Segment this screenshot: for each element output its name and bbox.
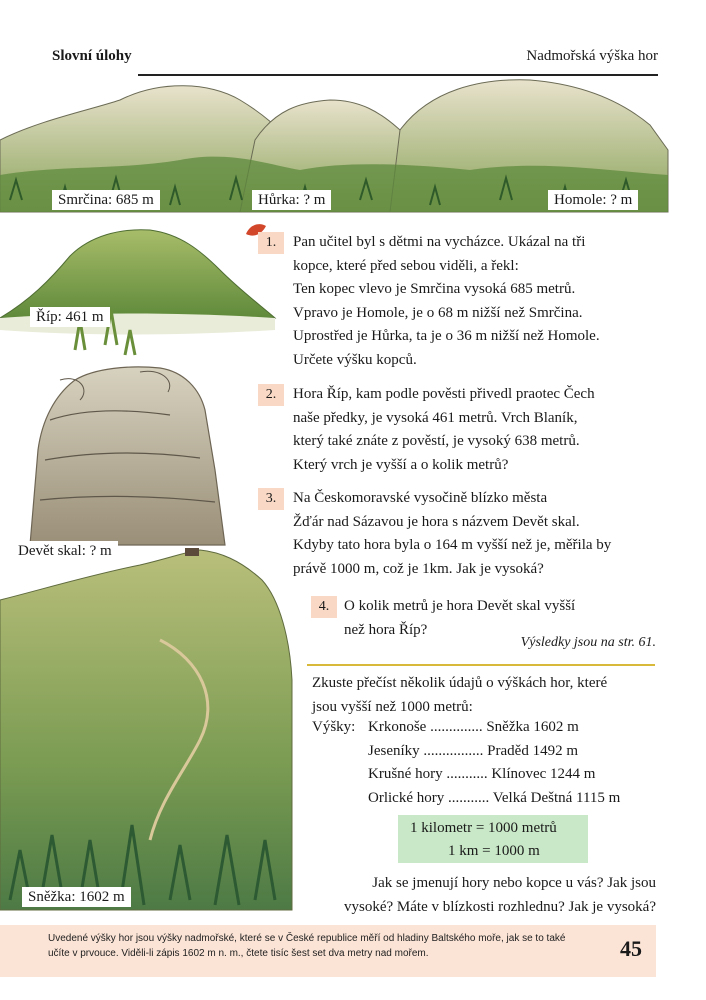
task-line: Hora Říp, kam podle pověsti přivedl praotec Čech — [293, 386, 595, 402]
height-row — [368, 787, 620, 811]
leader-dots: ........... — [447, 789, 490, 806]
range-name: Orlické hory — [368, 789, 445, 806]
task-line: Kdyby tato hora byla o 164 m vyšší než je, měřila by — [293, 537, 612, 553]
label-smrcina: Smrčina: 685 m — [52, 190, 160, 210]
range-name: Krušné hory — [368, 766, 443, 782]
task-number: 3. — [258, 488, 284, 510]
conversion-line: 1 kilometr = 1000 metrů — [410, 820, 557, 836]
task-text — [293, 487, 611, 581]
height-row — [368, 763, 595, 787]
task-line: Určete výšku kopců. — [293, 351, 417, 368]
heights-label: Výšky: — [312, 719, 356, 735]
task-line: který také znáte z pověstí, je vysoký 638 metrů. — [293, 433, 580, 449]
leader-dots: ........... — [446, 766, 488, 782]
task-number: 1. — [258, 232, 284, 254]
range-name: Krkonoše — [368, 719, 427, 735]
task-line: než hora Říp? — [344, 621, 428, 638]
leader-dots: .............. — [430, 719, 483, 735]
page-number: 45 — [620, 936, 642, 961]
task-line: Ten kopec vlevo je Smrčina vysoká 685 metrů. — [293, 281, 576, 297]
height-row — [368, 716, 579, 740]
task-line: Který vrch je vyšší a o kolik metrů? — [293, 456, 509, 473]
task-line: právě 1000 m, což je 1km. Jak je vysoká? — [293, 560, 544, 577]
divider — [307, 664, 655, 666]
footer-note: Uvedené výšky hor jsou výšky nadmořské, které se v České republice měří od hladiny Baltského moře, jak se to také učíte v prvouce. Viděli-li zápis 1602 m n. m., čtete tisíc šest set dva metry nad mořem. — [48, 933, 566, 959]
results-note: Výsledky jsou na str. 61. — [520, 635, 656, 650]
task-line: naše předky, je vysoká 461 metrů. Vrch Blaník, — [293, 409, 578, 426]
task-text — [293, 383, 595, 477]
heights-intro — [312, 672, 607, 719]
question-line: vysoké? Máte v blízkosti rozhlednu? Jak je vysoká? — [344, 898, 656, 915]
task-line: O kolik metrů je hora Devět skal vyšší — [344, 598, 576, 614]
task-line: kopce, které před sebou viděli, a řekl: — [293, 257, 519, 274]
task-text — [293, 231, 600, 372]
topic-title: Nadmořská výška hor — [526, 48, 658, 64]
peak-height: Klínovec 1244 m — [491, 766, 596, 782]
task-line: Žďár nad Sázavou je hora s názvem Devět skal. — [293, 513, 580, 530]
intro-line: Zkuste přečíst několik údajů o výškách hor, které — [312, 675, 608, 691]
label-snezka: Sněžka: 1602 m — [22, 887, 131, 907]
task-number: 4. — [311, 596, 337, 618]
conversion-line: 1 km = 1000 m — [448, 843, 540, 859]
question-line: Jak se jmenují hory nebo kopce u vás? Jak jsou — [372, 875, 656, 891]
task-line: Uprostřed je Hůrka, ta je o 36 m nižší než Homole. — [293, 328, 600, 344]
intro-line: jsou vyšší než 1000 metrů: — [312, 698, 473, 715]
closing-question — [344, 872, 656, 919]
section-title: Slovní úlohy — [52, 48, 132, 64]
conversion-box — [398, 815, 588, 863]
peak-height: Sněžka 1602 m — [486, 719, 579, 735]
devet-skal-rocks-drawing — [30, 310, 225, 545]
label-hurka: Hůrka: ? m — [252, 190, 331, 210]
peak-height: Velká Deštná 1115 m — [492, 789, 621, 806]
peak-height: Praděd 1492 m — [487, 742, 578, 759]
task-line: Pan učitel byl s dětmi na vycházce. Ukázal na tři — [293, 234, 586, 250]
label-devet-skal: Devět skal: ? m — [12, 541, 118, 561]
range-name: Jeseníky — [368, 742, 420, 759]
snezka-mountain-drawing — [0, 548, 292, 910]
task-line: Na Českomoravské vysočině blízko města — [293, 490, 548, 506]
task-number: 2. — [258, 384, 284, 406]
label-rip: Říp: 461 m — [30, 307, 110, 327]
leader-dots: ................ — [423, 742, 484, 759]
task-line: Vpravo je Homole, je o 68 m nižší než Smrčina. — [293, 304, 583, 321]
height-row — [368, 740, 578, 764]
label-homole: Homole: ? m — [548, 190, 638, 210]
